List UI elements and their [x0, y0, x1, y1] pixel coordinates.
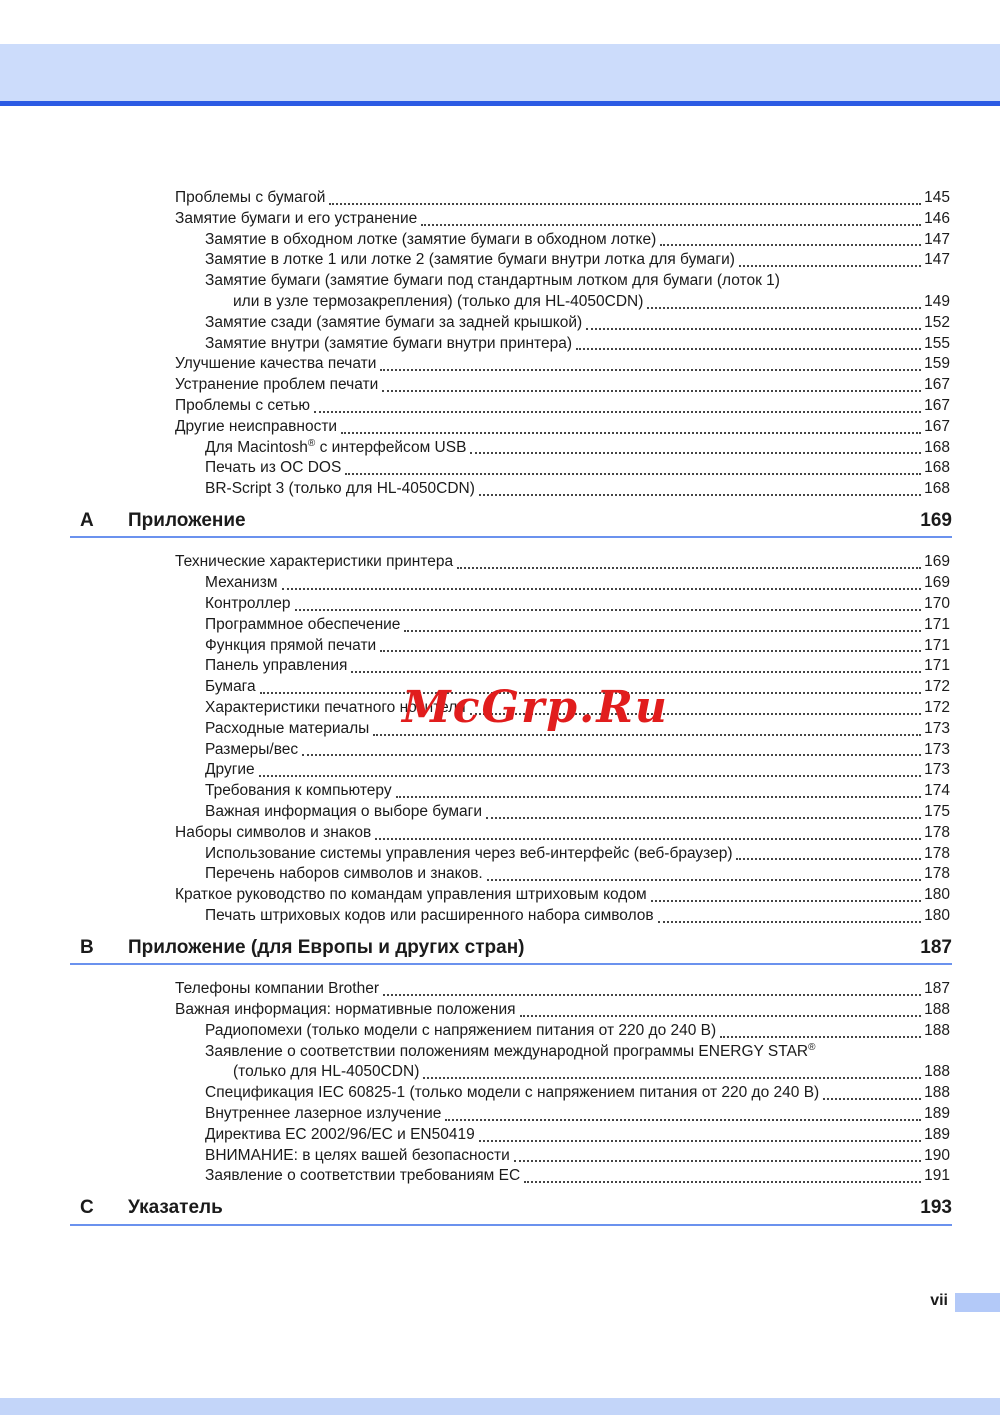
section-page: 193	[920, 1197, 952, 1219]
toc-entry[interactable]	[205, 1125, 1000, 1146]
dot-leader	[720, 1036, 921, 1038]
dot-leader	[259, 775, 921, 777]
toc-entry-text: Заявление о соответствии положениям международной программы ENERGY STAR	[205, 1042, 809, 1060]
toc-entry-title: Улучшение качества печати	[175, 355, 377, 373]
dot-leader	[341, 432, 921, 434]
toc-entry[interactable]	[205, 1042, 1000, 1063]
toc-entry-page: 168	[924, 480, 950, 498]
toc-entry[interactable]	[205, 719, 1000, 740]
dot-leader	[457, 567, 921, 569]
dot-leader	[396, 796, 922, 798]
toc-entry-page: 167	[924, 376, 950, 394]
toc-entry[interactable]	[205, 1166, 1000, 1187]
toc-entry[interactable]	[205, 573, 1000, 594]
dot-leader	[383, 994, 921, 996]
toc-entry-title: Замятие бумаги и его устранение	[175, 209, 418, 227]
dot-leader	[823, 1098, 921, 1100]
toc-entry-title: Внутреннее лазерное излучение	[205, 1105, 442, 1123]
toc-entry[interactable]	[205, 677, 1000, 698]
toc-entry[interactable]	[205, 760, 1000, 781]
toc-entry-title: ВНИМАНИЕ: в целях вашей безопасности	[205, 1146, 510, 1164]
toc-entry[interactable]	[205, 438, 1000, 459]
section-title: Приложение (для Европы и других стран)	[128, 936, 525, 958]
toc-entry[interactable]	[175, 823, 1000, 844]
header-band	[0, 44, 1000, 106]
toc-entry-title: Важная информация о выборе бумаги	[205, 803, 482, 821]
toc-entry-title: Печать из ОС DOS	[205, 459, 342, 477]
toc-entry-page: 147	[924, 230, 950, 248]
toc-entry-page: 147	[924, 251, 950, 269]
dot-leader	[739, 265, 921, 267]
dot-leader	[295, 609, 922, 611]
section-title: Указатель	[128, 1197, 223, 1219]
toc-entry-title: Наборы символов и знаков	[175, 823, 372, 841]
registered-mark: ®	[808, 1041, 816, 1053]
dot-leader	[586, 328, 921, 330]
toc-entry-title: Директива ЕС 2002/96/EC и EN50419	[205, 1125, 475, 1143]
toc-entry-title: Другие неисправности	[175, 417, 338, 435]
toc-entry[interactable]	[175, 188, 1000, 209]
toc-entry-page: 173	[924, 740, 950, 758]
toc-entry-page: 174	[924, 782, 950, 800]
toc-entry[interactable]	[205, 230, 1000, 251]
dot-leader	[329, 203, 921, 205]
toc-entry[interactable]	[205, 698, 1000, 719]
toc-entry-title: Печать штриховых кодов или расширенного набора символов	[205, 907, 654, 924]
toc-entry-page: 180	[924, 886, 950, 904]
toc-entry-title: Важная информация: нормативные положения	[175, 1001, 516, 1019]
dot-leader	[660, 244, 921, 246]
toc-entry-title: Устранение проблем печати	[175, 376, 379, 394]
toc-entry[interactable]	[175, 552, 1000, 573]
toc-entry-title: Телефоны компании Brother	[175, 980, 380, 998]
toc-entry-title: Размеры/вес	[205, 740, 299, 758]
dot-leader	[351, 671, 921, 673]
toc-entry-page: 167	[924, 396, 950, 414]
toc-entry-title: Проблемы с сетью	[175, 396, 311, 414]
toc-entry-page: 190	[924, 1146, 950, 1164]
dot-leader	[380, 369, 921, 371]
toc-entry-page: 149	[924, 292, 950, 310]
toc-entry-page: 146	[924, 209, 950, 227]
dot-leader	[487, 879, 921, 881]
toc-entry[interactable]	[205, 250, 1000, 271]
toc-entry-title: Проблемы с бумагой	[175, 189, 326, 206]
toc-entry-page: 189	[924, 1125, 950, 1143]
toc-entry-page: 178	[924, 844, 950, 862]
toc-entry-title: Замятие в обходном лотке (замятие бумаги в обходном лотке)	[205, 230, 657, 248]
toc-entry-page: 155	[924, 334, 950, 352]
toc-entry-title: или в узле термозакрепления) (только для HL-4050CDN)	[233, 292, 644, 310]
toc-entry[interactable]	[205, 594, 1000, 615]
toc-entry-page: 188	[924, 1063, 950, 1081]
dot-leader	[651, 900, 921, 902]
toc-entry-page: 172	[924, 699, 950, 717]
section-letter: C	[80, 1197, 94, 1219]
dot-leader	[470, 452, 921, 454]
dot-leader	[282, 588, 922, 590]
toc-entry-page: 188	[924, 1001, 950, 1019]
dot-leader	[373, 734, 921, 736]
dot-leader	[520, 1015, 922, 1017]
toc-entry-title: Использование системы управления через веб-интерфейс (веб-браузер)	[205, 844, 733, 862]
toc-entry[interactable]	[205, 334, 1000, 355]
toc-entry-text: Для Macintosh	[205, 438, 308, 456]
dot-leader	[260, 692, 922, 694]
dot-leader	[479, 1140, 921, 1142]
toc-entry-title: Краткое руководство по командам управления штриховым кодом	[175, 886, 647, 904]
toc-entry-title: Программное обеспечение	[205, 615, 401, 633]
toc-entry[interactable]	[205, 844, 1000, 865]
toc-entry-title: Механизм	[205, 574, 278, 592]
toc-entry[interactable]	[205, 479, 1000, 500]
section-header[interactable]	[70, 510, 952, 539]
toc-entry-page: 178	[924, 823, 950, 841]
toc-entry-page: 171	[924, 636, 950, 654]
toc-entry-title: Перечень наборов символов и знаков.	[205, 865, 483, 883]
toc-entry-page: 175	[924, 803, 950, 821]
bottom-band	[0, 1398, 1000, 1415]
toc-entry[interactable]	[205, 1104, 1000, 1125]
toc-entry-title	[205, 438, 466, 459]
toc-entry[interactable]	[205, 615, 1000, 636]
dot-leader	[421, 224, 921, 226]
toc-entry-page: 169	[924, 574, 950, 592]
watermark: McGrp.Ru	[402, 682, 669, 733]
toc-entry[interactable]	[205, 458, 1000, 479]
toc-entry-page: 171	[924, 657, 950, 675]
toc-entry[interactable]	[205, 1146, 1000, 1167]
section-letter: A	[80, 509, 94, 531]
toc-entry-title: Замятие внутри (замятие бумаги внутри принтера)	[205, 334, 572, 352]
toc-entry-page: 145	[924, 189, 950, 206]
toc-entry-title: (только для HL-4050CDN)	[233, 1063, 420, 1081]
dot-leader	[423, 1077, 921, 1079]
toc-entry[interactable]	[205, 864, 1000, 885]
toc-entry-page: 170	[924, 595, 950, 613]
dot-leader	[445, 1119, 921, 1121]
toc-entry-page: 173	[924, 761, 950, 779]
toc-entry[interactable]	[205, 740, 1000, 761]
dot-leader	[658, 921, 921, 923]
toc-entry[interactable]	[205, 271, 1000, 292]
section-letter: B	[80, 936, 94, 958]
toc-entry-page: 180	[924, 907, 950, 924]
toc-entry-page: 173	[924, 719, 950, 737]
toc-entry-text: с интерфейсом USB	[315, 438, 467, 456]
toc-entry-page: 188	[924, 1021, 950, 1039]
dot-leader	[647, 307, 921, 309]
toc-entry-page: 168	[924, 438, 950, 456]
toc-entry[interactable]	[175, 885, 1000, 906]
dot-leader	[375, 838, 921, 840]
toc-entry-page: 187	[924, 980, 950, 998]
toc-entry-page: 191	[924, 1167, 950, 1185]
toc-entry-title: Заявление о соответствии требованиям ЕС	[205, 1167, 521, 1185]
toc-entry[interactable]	[175, 417, 1000, 438]
toc-entry[interactable]	[205, 781, 1000, 802]
dot-leader	[380, 650, 921, 652]
toc-entry-title: Требования к компьютеру	[205, 782, 392, 800]
section-header[interactable]	[70, 1197, 952, 1226]
toc-entry-title: Бумага	[205, 678, 256, 696]
toc-entry[interactable]	[205, 1021, 1000, 1042]
toc-entry-page: 168	[924, 459, 950, 477]
toc-entry[interactable]	[205, 906, 1000, 927]
toc-entry[interactable]	[205, 636, 1000, 657]
toc-entry[interactable]	[175, 375, 1000, 396]
toc-entry-page: 189	[924, 1105, 950, 1123]
toc-entry-title: Расходные материалы	[205, 719, 370, 737]
toc-entry-page: 152	[924, 313, 950, 331]
toc-entry-title: Другие	[205, 761, 255, 779]
dot-leader	[524, 1181, 921, 1183]
registered-mark: ®	[307, 437, 316, 449]
toc-entry[interactable]	[205, 313, 1000, 334]
toc-entry-title: Контроллер	[205, 595, 291, 613]
toc-entry-title: Панель управления	[205, 657, 348, 675]
toc-entry[interactable]	[175, 979, 1000, 1000]
section-header[interactable]	[70, 937, 952, 966]
table-of-contents	[0, 188, 1000, 1240]
dot-leader	[514, 1160, 921, 1162]
dot-leader	[314, 411, 921, 413]
dot-leader	[470, 713, 921, 715]
toc-entry[interactable]	[205, 656, 1000, 677]
toc-entry-page: 167	[924, 417, 950, 435]
dot-leader	[479, 494, 921, 496]
toc-entry-page: 188	[924, 1084, 950, 1102]
page-number: vii	[930, 1292, 948, 1309]
toc-entry-title: Спецификация IEC 60825-1 (только модели с напряжением питания от 220 до 240 В)	[205, 1084, 820, 1102]
toc-entry-title: Радиопомехи (только модели с напряжением питания от 220 до 240 В)	[205, 1021, 717, 1039]
dot-leader	[736, 858, 921, 860]
footer-accent-rect	[955, 1293, 1000, 1312]
toc-entry-title: BR-Script 3 (только для HL-4050CDN)	[205, 480, 475, 498]
dot-leader	[302, 754, 921, 756]
section-title: Приложение	[128, 509, 246, 531]
toc-entry-page: 172	[924, 678, 950, 696]
dot-leader	[382, 390, 921, 392]
dot-leader	[404, 630, 921, 632]
toc-entry-title: Функция прямой печати	[205, 636, 377, 654]
section-page: 187	[920, 936, 952, 958]
toc-entry-title: Характеристики печатного носителя	[205, 699, 466, 717]
dot-leader	[345, 473, 921, 475]
toc-entry-title: Замятие сзади (замятие бумаги за задней крышкой)	[205, 313, 583, 331]
toc-entry-page: 178	[924, 865, 950, 883]
toc-entry[interactable]	[233, 292, 1000, 313]
toc-entry[interactable]	[175, 354, 1000, 375]
toc-entry[interactable]	[205, 802, 1000, 823]
toc-entry-page: 159	[924, 355, 950, 373]
toc-entry-title	[205, 1042, 815, 1063]
toc-entry-title: Технические характеристики принтера	[175, 553, 454, 571]
toc-entry-title: Замятие бумаги (замятие бумаги под стандартным лотком для бумаги (лоток 1)	[205, 272, 780, 290]
toc-entry-title: Замятие в лотке 1 или лотке 2 (замятие бумаги внутри лотка для бумаги)	[205, 251, 735, 269]
toc-entry-page: 171	[924, 615, 950, 633]
toc-entry[interactable]	[175, 1000, 1000, 1021]
dot-leader	[486, 817, 921, 819]
section-page: 169	[920, 509, 952, 531]
toc-entry[interactable]	[233, 1062, 1000, 1083]
toc-entry[interactable]	[175, 209, 1000, 230]
toc-entry[interactable]	[205, 1083, 1000, 1104]
toc-entry[interactable]	[175, 396, 1000, 417]
toc-entry-page: 169	[924, 553, 950, 571]
dot-leader	[576, 348, 921, 350]
